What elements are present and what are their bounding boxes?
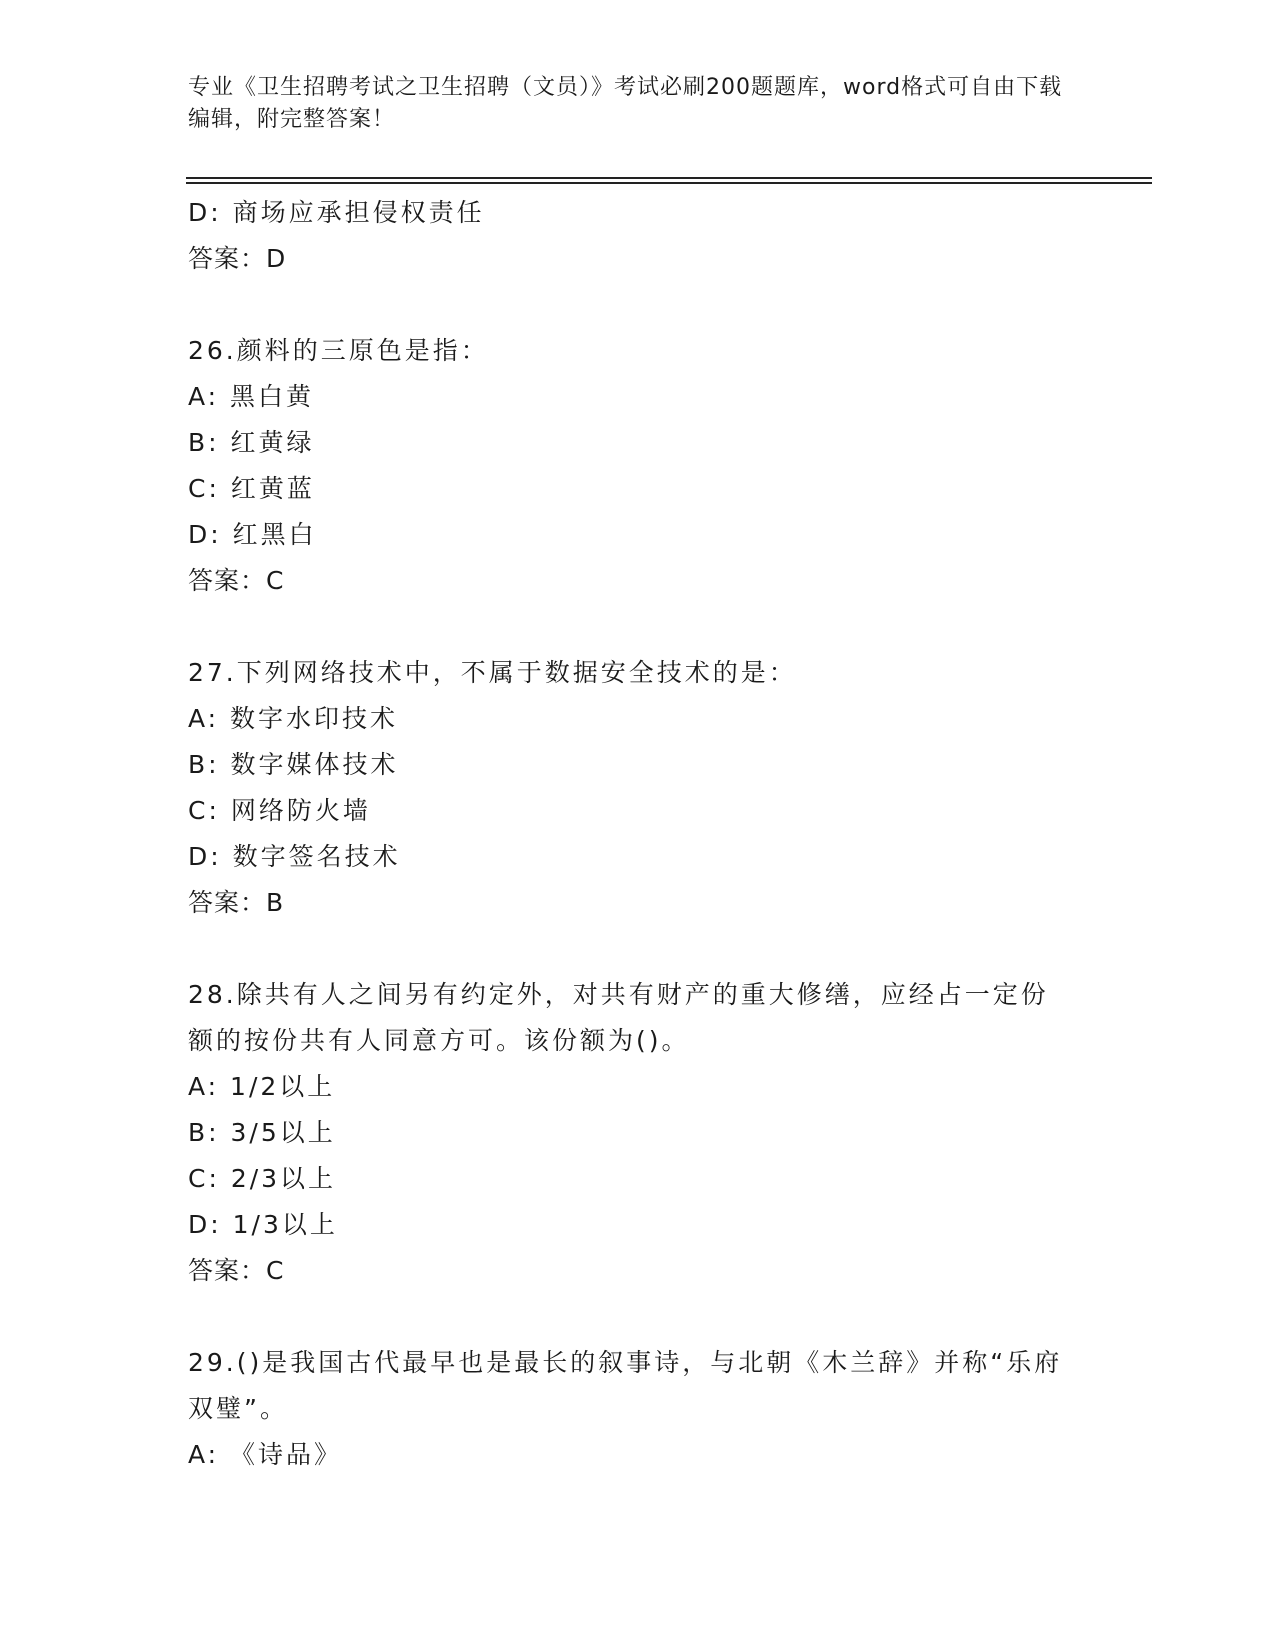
- question-stem: 26.颜料的三原色是指：: [188, 336, 489, 365]
- question-27: [188, 650, 1088, 926]
- answer: 答案：C: [188, 566, 285, 595]
- answer: 答案：B: [188, 888, 285, 917]
- option-a: A: 黑白黄: [188, 382, 315, 411]
- question-26: [188, 328, 1088, 604]
- option-c: C: 红黄蓝: [188, 474, 315, 503]
- document-header: 专业《卫生招聘考试之卫生招聘（文员）》考试必刷200题题库，word格式可自由下载编辑，附完整答案！: [188, 75, 1063, 132]
- answer: 答案：C: [188, 1256, 285, 1285]
- option-d: D: 数字签名技术: [188, 842, 401, 871]
- header-rule-top: [186, 177, 1152, 179]
- option-b: B: 3/5以上: [188, 1118, 336, 1147]
- question-25-tail: [188, 190, 1088, 282]
- option-b: B: 红黄绿: [188, 428, 315, 457]
- question-29: [188, 1340, 1088, 1478]
- question-stem: 28.除共有人之间另有约定外，对共有财产的重大修缮，应经占一定份额的按份共有人同意方可。该份额为()。: [188, 980, 1049, 1055]
- document-body: [188, 190, 1088, 1478]
- option-a: A: 1/2以上: [188, 1072, 336, 1101]
- option-d: D: 红黑白: [188, 520, 317, 549]
- option-c: C: 2/3以上: [188, 1164, 337, 1193]
- question-stem: 29.()是我国古代最早也是最长的叙事诗，与北朝《木兰辞》并称“乐府双璧”。: [188, 1348, 1063, 1423]
- header-rule-bottom: [186, 182, 1152, 184]
- option-b: B: 数字媒体技术: [188, 750, 399, 779]
- option-d: D: 1/3以上: [188, 1210, 338, 1239]
- option-c: C: 网络防火墙: [188, 796, 371, 825]
- option-a: A: 《诗品》: [188, 1440, 343, 1469]
- option-a: A: 数字水印技术: [188, 704, 399, 733]
- option-d: D: 商场应承担侵权责任: [188, 198, 485, 227]
- question-28: [188, 972, 1088, 1294]
- question-stem: 27.下列网络技术中，不属于数据安全技术的是：: [188, 658, 797, 687]
- answer: 答案：D: [188, 244, 287, 273]
